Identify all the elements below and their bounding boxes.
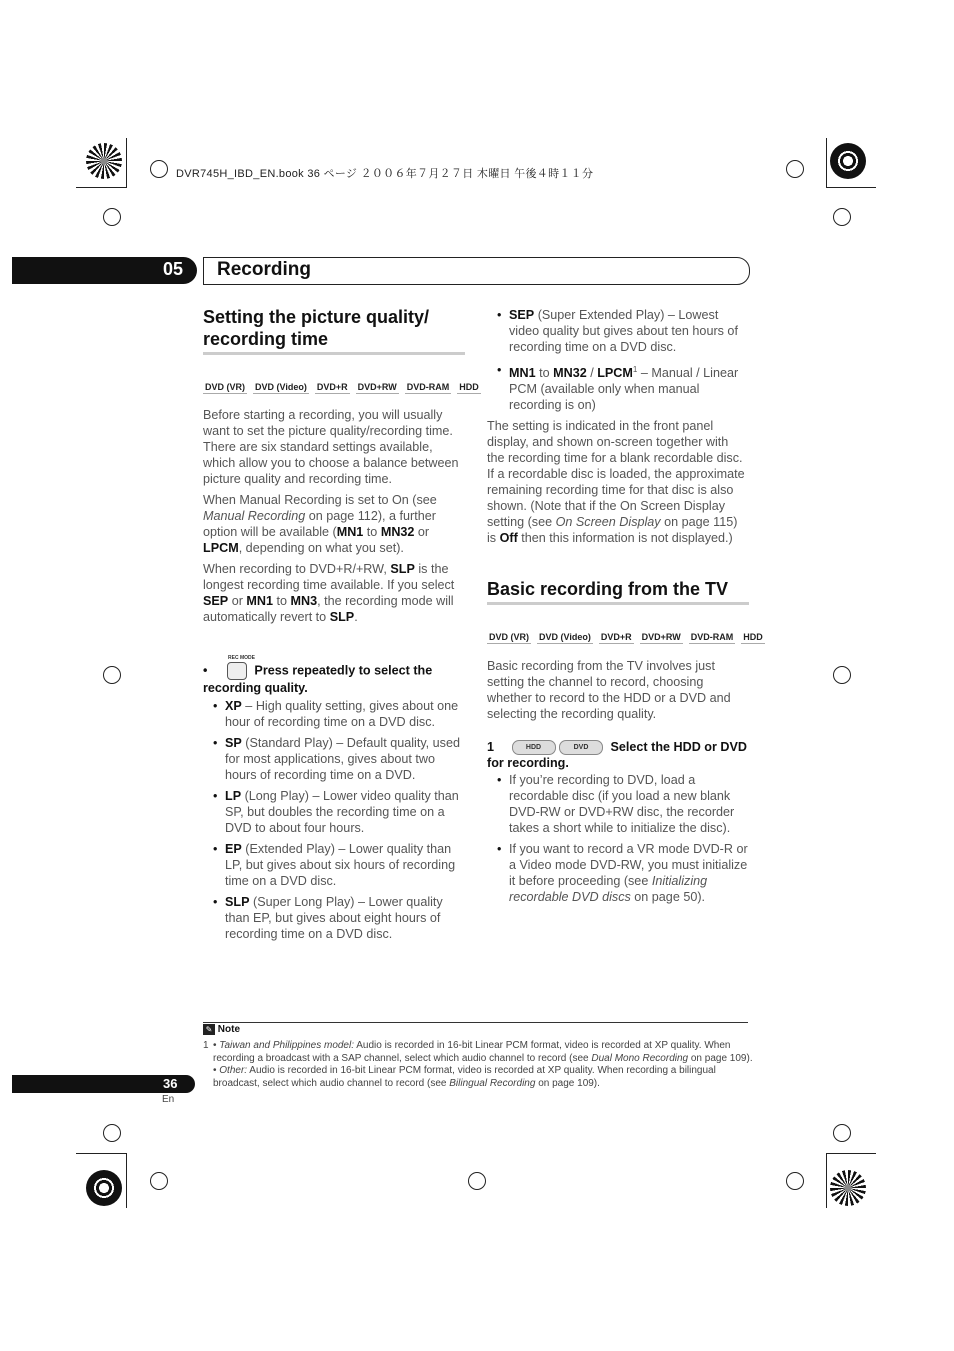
section2-body [487,658,749,722]
list-item: • XP – High quality setting, gives about one hour of recording time on a DVD disc. [203,698,465,730]
note-rule [203,1022,748,1023]
crosshair-icon [103,666,121,684]
crop-line [826,1153,876,1154]
badge-dvd-vr: DVD (VR) [489,632,529,642]
disc-badges [487,631,765,644]
crosshair-icon [833,1124,851,1142]
note-text: • Other: Audio is recorded in 16-bit Linear PCM format, video is recorded at XP quality. When recording a bilingual broadcast, select which audio channel to record (see Bilingual Recording on page 109). [213,1065,716,1089]
paragraph: When recording to DVD+R/+RW, SLP is the longest recording time available. If you select SEP or MN1 to MN3, the recording mode will automatically revert to SLP. [203,562,455,624]
step-line [203,662,465,696]
page-number: 36 [163,1076,178,1091]
badge-dvd-plus-r: DVD+R [600,632,632,642]
list-item: • LP (Long Play) – Lower video quality than SP, but doubles the recording time on a DVD to about four hours. [203,788,465,836]
step-text: Press repeatedly to select the recording quality. [203,663,433,695]
rec-mode-label: REC MODE [228,655,255,661]
badge-dvd-ram: DVD-RAM [690,632,734,642]
chapter-title: Recording [217,259,311,280]
badge-hdd: HDD [459,382,479,392]
heading-line: recording time [203,329,329,349]
hdd-button-icon: HDD [512,740,556,755]
section2-heading-wrap [487,578,749,600]
list-item: • SLP (Super Long Play) – Lower quality than EP, but gives about eight hours of recording time on a DVD disc. [203,894,465,942]
badge-dvd-video: DVD (Video) [539,632,591,642]
list-item: • SEP (Super Extended Play) – Lowest video quality but gives about ten hours of recording time on a DVD disc. [487,307,749,355]
section-heading: Basic recording from the TV [487,579,729,599]
registration-mark-icon [830,143,866,179]
note-body [203,1040,753,1090]
registration-mark-icon [86,1170,122,1206]
left-column [203,306,465,350]
paragraph: When Manual Recording is set to On (see Manual Recording on page 112), a further option will be available (MN1 to MN32 or LPCM, depending on what you set). [203,493,437,555]
crop-line [826,187,876,188]
crosshair-icon [150,1172,168,1190]
right-column [487,307,749,546]
section-rule [203,352,465,355]
paragraph: Basic recording from the TV involves just setting the channel to record, choosing whether to record to the HDD or a DVD and selecting the recording quality. [487,659,731,721]
dvd-button-icon: DVD [559,740,603,755]
disc-badges [203,381,481,394]
note-number: 1 [203,1040,209,1051]
badge-dvd-plus-rw: DVD+RW [357,382,397,392]
list-item: • MN1 to MN32 / LPCM$^1$ – Manual / Linear PCM (available only when manual recording is on) [487,362,749,413]
file-info-line: DVR745H_IBD_EN.book 36 ページ ２００６年７月２７日 木曜日 午後４時１１分 [176,168,594,180]
crop-line [126,1153,127,1208]
rec-mode-button-icon [227,662,247,680]
badge-dvd-video: DVD (Video) [255,382,307,392]
note-icon: ✎ [203,1024,215,1035]
step-bullet: • [203,663,208,678]
section-rule [487,602,749,605]
paragraph: The setting is indicated in the front panel display, and shown on-screen together with the recording time for a blank recordable disc. If a recordable disc is loaded, the approximate remaining recording time for that disc is also shown. (Note that if the On Screen Display setting (see On Screen Display on page 115) is Off then this information is not displayed.) [487,419,745,546]
crosshair-icon [786,160,804,178]
paragraph: Before starting a recording, you will usually want to set the picture quality/recording time. There are six standard settings available, which allow you to choose a balance between picture quality and recording time. [203,408,459,486]
section-heading [203,306,465,350]
quality-list [203,698,465,942]
crop-line [126,138,127,188]
crosshair-icon [833,208,851,226]
crop-line [826,138,827,188]
list-item: • EP (Extended Play) – Lower quality than LP, but gives about six hours of recording time on a DVD disc. [203,841,465,889]
list-item: • If you’re recording to DVD, load a recordable disc (if you load a new blank DVD-RW or DVD+RW disc, the recorder takes a short while to initialize the disc). [487,772,749,836]
note-text: • Taiwan and Philippines model: Audio is recorded in 16-bit Linear PCM format, video is recorded at XP quality. When recording a broadcast with a SAP channel, select which audio channel to record (see Dual Mono Recording on page 109). [213,1040,753,1064]
note-item [203,1040,753,1065]
step-notes [487,772,749,905]
crosshair-icon [103,208,121,226]
left-body [203,407,465,625]
crosshair-icon [833,666,851,684]
badge-dvd-ram: DVD-RAM [406,382,450,392]
badge-dvd-plus-rw: DVD+RW [641,632,681,642]
step-number: 1 [487,740,495,754]
step-text: Select the HDD or DVD for recording. [487,740,747,771]
list-item: • If you want to record a VR mode DVD-R or a Video mode DVD-RW, you must initialize it before proceeding (see Initializing recordable DVD discs on page 50). [487,841,749,905]
registration-mark-icon [86,143,122,179]
crop-line [76,1153,126,1154]
note-item [203,1065,753,1090]
badge-dvd-vr: DVD (VR) [205,382,245,392]
chapter-number: 05 [163,259,184,279]
crop-line [826,1153,827,1208]
crosshair-icon [150,160,168,178]
crop-line [76,187,126,188]
step-select-hdd-dvd [487,739,749,910]
crosshair-icon [103,1124,121,1142]
heading-line: Setting the picture quality/ [203,307,430,327]
page-language: En [162,1094,175,1105]
crosshair-icon [786,1172,804,1190]
note-heading [203,1024,240,1035]
list-item: • SP (Standard Play) – Default quality, used for most applications, gives about two hours of recording time on a DVD. [203,735,465,783]
registration-mark-icon [830,1170,866,1206]
badge-hdd: HDD [743,632,763,642]
badge-dvd-plus-r: DVD+R [316,382,348,392]
note-label: Note [217,1024,241,1036]
quality-list-continued [487,307,749,413]
crosshair-icon [468,1172,486,1190]
step-line [487,739,749,771]
step-rec-mode [203,662,465,947]
